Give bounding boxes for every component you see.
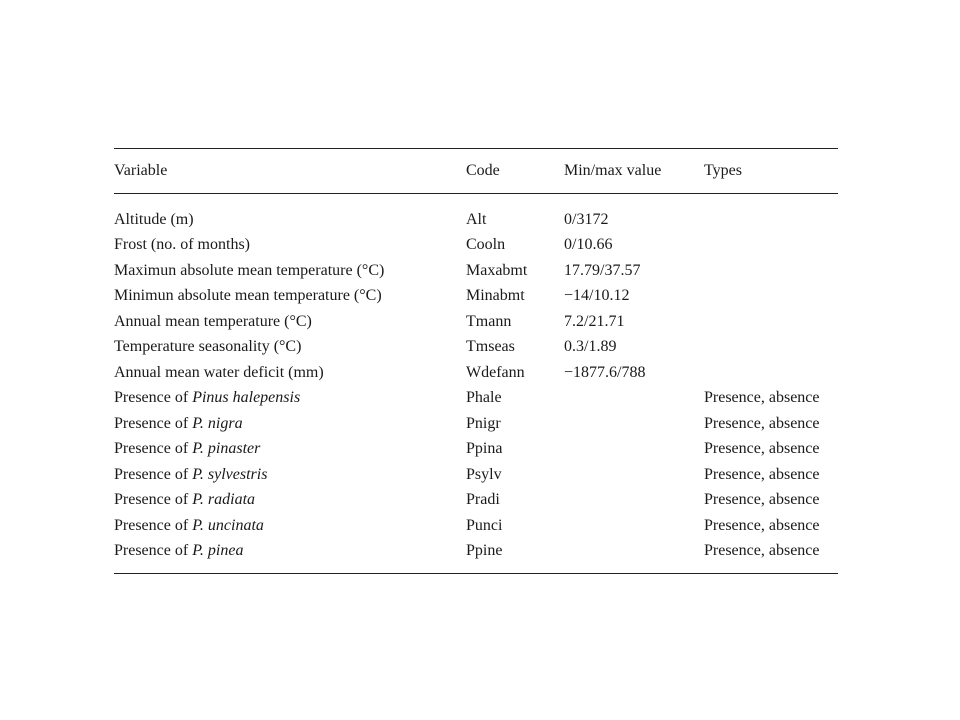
cell-types xyxy=(704,258,838,284)
cell-code: Punci xyxy=(466,516,503,534)
species-name: P. radiata xyxy=(192,491,256,508)
table-body xyxy=(114,193,838,573)
cell-code: Pnigr xyxy=(466,414,501,432)
cell-minmax xyxy=(564,385,704,411)
cell-types xyxy=(704,360,838,386)
cell-minmax: 7.2/21.71 xyxy=(564,312,625,330)
cell-variable xyxy=(114,513,466,539)
table-row xyxy=(114,513,838,539)
cell-minmax: 0/3172 xyxy=(564,210,609,228)
variable-prefix: Presence of xyxy=(114,491,193,508)
cell-types xyxy=(704,309,838,335)
cell-variable xyxy=(114,436,466,462)
cell-variable: Altitude (m) xyxy=(114,210,194,228)
header-variable: Variable xyxy=(114,149,466,194)
header-row xyxy=(114,149,838,194)
species-name: P. nigra xyxy=(192,414,243,432)
variable-prefix: Presence of xyxy=(114,389,193,406)
cell-types: Presence, absence xyxy=(704,440,820,457)
table-row xyxy=(114,436,838,462)
cell-variable xyxy=(114,411,466,437)
species-name: Pinus halepensis xyxy=(192,389,301,406)
cell-minmax: 17.79/37.57 xyxy=(564,261,641,279)
cell-types xyxy=(704,334,838,360)
cell-code: Phale xyxy=(466,389,502,406)
cell-types: Presence, absence xyxy=(704,414,820,432)
cell-code: Cooln xyxy=(466,236,506,253)
cell-variable: Minimun absolute mean temperature (°C) xyxy=(114,287,382,304)
cell-code: Tmann xyxy=(466,312,512,330)
variable-prefix: Presence of xyxy=(114,465,193,483)
table-row xyxy=(114,258,838,284)
header-types: Types xyxy=(704,149,838,194)
table-row xyxy=(114,411,838,437)
table-row xyxy=(114,309,838,335)
cell-minmax: −14/10.12 xyxy=(564,287,630,304)
header-minmax: Min/max value xyxy=(564,149,704,194)
cell-code: Tmseas xyxy=(466,338,515,355)
cell-minmax xyxy=(564,411,704,437)
cell-types: Presence, absence xyxy=(704,389,820,406)
cell-variable: Temperature seasonality (°C) xyxy=(114,338,302,355)
cell-variable xyxy=(114,462,466,488)
cell-variable: Annual mean temperature (°C) xyxy=(114,312,312,330)
cell-types xyxy=(704,193,838,232)
cell-code: Maxabmt xyxy=(466,261,528,279)
table-row xyxy=(114,334,838,360)
cell-variable: Maximun absolute mean temperature (°C) xyxy=(114,261,385,279)
cell-code: Minabmt xyxy=(466,287,525,304)
cell-minmax xyxy=(564,538,704,573)
cell-code: Wdefann xyxy=(466,363,525,381)
species-name: P. pinaster xyxy=(192,440,261,457)
table-row xyxy=(114,538,838,573)
table-row xyxy=(114,360,838,386)
table-row xyxy=(114,232,838,258)
table-row xyxy=(114,487,838,513)
cell-types xyxy=(704,283,838,309)
table-row xyxy=(114,462,838,488)
species-name: P. sylvestris xyxy=(192,465,268,483)
cell-minmax xyxy=(564,462,704,488)
cell-types: Presence, absence xyxy=(704,516,820,534)
cell-code: Alt xyxy=(466,210,487,228)
cell-minmax xyxy=(564,487,704,513)
cell-code: Pradi xyxy=(466,491,500,508)
cell-minmax: 0.3/1.89 xyxy=(564,338,617,355)
species-name: P. pinea xyxy=(192,542,244,559)
variable-prefix: Presence of xyxy=(114,542,193,559)
species-name: P. uncinata xyxy=(192,516,264,534)
header-code: Code xyxy=(466,149,564,194)
table-header xyxy=(114,149,838,194)
table-row xyxy=(114,283,838,309)
variable-prefix: Presence of xyxy=(114,516,193,534)
cell-minmax xyxy=(564,513,704,539)
variables-table xyxy=(114,148,838,574)
cell-variable: Frost (no. of months) xyxy=(114,236,250,253)
cell-minmax xyxy=(564,436,704,462)
cell-code: Psylv xyxy=(466,465,502,483)
cell-variable xyxy=(114,538,466,573)
variables-table-container xyxy=(114,148,838,574)
cell-minmax: −1877.6/788 xyxy=(564,363,646,381)
table-row xyxy=(114,193,838,232)
variable-prefix: Presence of xyxy=(114,414,193,432)
cell-variable: Annual mean water deficit (mm) xyxy=(114,363,324,381)
cell-types: Presence, absence xyxy=(704,491,820,508)
cell-types: Presence, absence xyxy=(704,465,820,483)
cell-code: Ppina xyxy=(466,440,503,457)
cell-variable xyxy=(114,487,466,513)
cell-types xyxy=(704,232,838,258)
variable-prefix: Presence of xyxy=(114,440,193,457)
table-row xyxy=(114,385,838,411)
cell-minmax: 0/10.66 xyxy=(564,236,613,253)
cell-variable xyxy=(114,385,466,411)
cell-code: Ppine xyxy=(466,542,503,559)
cell-types: Presence, absence xyxy=(704,542,820,559)
